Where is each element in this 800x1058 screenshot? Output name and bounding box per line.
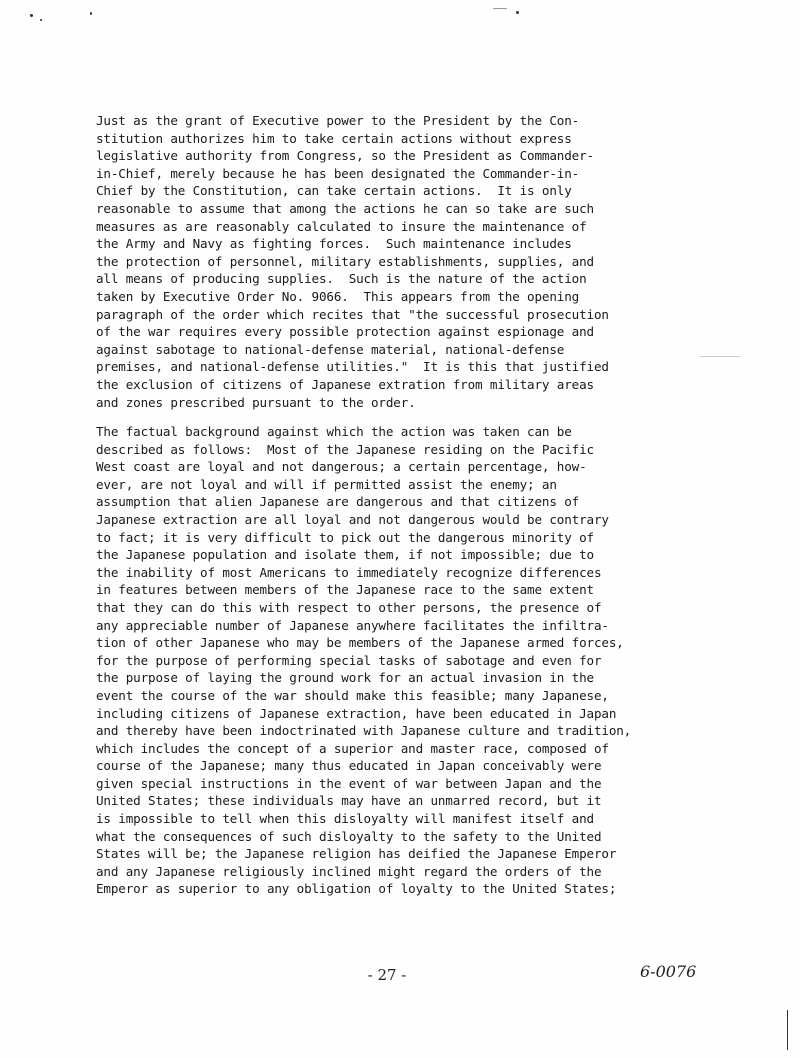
text-line: any appreciable number of Japanese anywhere facilitates the infiltra-: [96, 617, 609, 633]
scan-speck: [90, 12, 92, 15]
text-line: measures as are reasonably calculated to insure the maintenance of: [96, 218, 587, 234]
text-line: Japanese extraction are all loyal and not dangerous would be contrary: [96, 511, 609, 527]
text-line: stitution authorizes him to take certain actions without express: [96, 130, 572, 146]
text-line: in features between members of the Japanese race to the same extent: [96, 582, 594, 598]
body-paragraph: [96, 112, 736, 411]
scan-speck: [516, 11, 519, 14]
text-line: that they can do this with respect to other persons, the presence of: [96, 599, 602, 615]
scan-speck: [30, 14, 33, 17]
text-line: West coast are loyal and not dangerous; a certain percentage, how-: [96, 459, 587, 475]
text-line: given special instructions in the event of war between Japan and the: [96, 775, 602, 791]
text-line: what the consequences of such disloyalty to the safety to the United: [96, 828, 602, 844]
text-line: reasonable to assume that among the actions he can so take are such: [96, 200, 594, 216]
text-line: and thereby have been indoctrinated with Japanese culture and tradition,: [96, 723, 632, 739]
text-line: tion of other Japanese who may be members of the Japanese armed forces,: [96, 635, 624, 651]
text-line: Just as the grant of Executive power to the President by the Con-: [96, 113, 580, 128]
text-line: premises, and national-defense utilities." It is this that justified: [96, 359, 609, 375]
page-number: - 27 -: [367, 966, 407, 984]
text-line: assumption that alien Japanese are dangerous and that citizens of: [96, 494, 580, 510]
text-line: the exclusion of citizens of Japanese extration from military areas: [96, 376, 594, 392]
text-line: taken by Executive Order No. 9066. This appears from the opening: [96, 288, 580, 304]
text-line: the protection of personnel, military establishments, supplies, and: [96, 253, 594, 269]
text-line: is impossible to tell when this disloyalty will manifest itself and: [96, 811, 594, 827]
text-line: the inability of most Americans to immediately recognize differences: [96, 564, 602, 580]
text-line: Emperor as superior to any obligation of loyalty to the United States;: [96, 881, 617, 897]
text-line: all means of producing supplies. Such is the nature of the action: [96, 271, 587, 287]
text-line: including citizens of Japanese extraction, have been educated in Japan: [96, 705, 617, 721]
body-paragraph: [96, 423, 736, 898]
text-line: the purpose of laying the ground work for an actual invasion in the: [96, 670, 594, 686]
text-line: described as follows: Most of the Japanese residing on the Pacific: [96, 441, 594, 457]
text-line: ever, are not loyal and will if permitted assist the enemy; an: [96, 476, 557, 492]
text-line: and any Japanese religiously inclined might regard the orders of the: [96, 863, 602, 879]
text-line: the Army and Navy as fighting forces. Such maintenance includes: [96, 236, 572, 252]
text-line: United States; these individuals may have an unmarred record, but it: [96, 793, 602, 809]
text-line: and zones prescribed pursuant to the order.: [96, 394, 416, 410]
text-line: legislative authority from Congress, so the President as Commander-: [96, 148, 594, 164]
document-code: 6-0076: [640, 962, 697, 981]
text-line: of the war requires every possible protection against espionage and: [96, 324, 594, 340]
text-line: States will be; the Japanese religion has deified the Japanese Emperor: [96, 846, 617, 862]
text-line: for the purpose of performing special tasks of sabotage and even for: [96, 652, 602, 668]
text-line: course of the Japanese; many thus educated in Japan conceivably were: [96, 758, 602, 774]
text-line: to fact; it is very difficult to pick out the dangerous minority of: [96, 529, 594, 545]
text-line: in-Chief, merely because he has been designated the Commander-in-: [96, 165, 580, 181]
text-line: the Japanese population and isolate them, if not impossible; due to: [96, 547, 594, 563]
text-line: The factual background against which the action was taken can be: [96, 424, 572, 439]
scan-edge-mark: [787, 1010, 788, 1050]
text-line: against sabotage to national-defense material, national-defense: [96, 341, 565, 357]
scan-speck: [40, 19, 42, 21]
text-line: paragraph of the order which recites that "the successful prosecution: [96, 306, 609, 322]
text-line: which includes the concept of a superior and master race, composed of: [96, 740, 609, 756]
text-line: Chief by the Constitution, can take certain actions. It is only: [96, 183, 572, 199]
text-line: event the course of the war should make this feasible; many Japanese,: [96, 687, 609, 703]
scan-mark: [493, 8, 507, 9]
